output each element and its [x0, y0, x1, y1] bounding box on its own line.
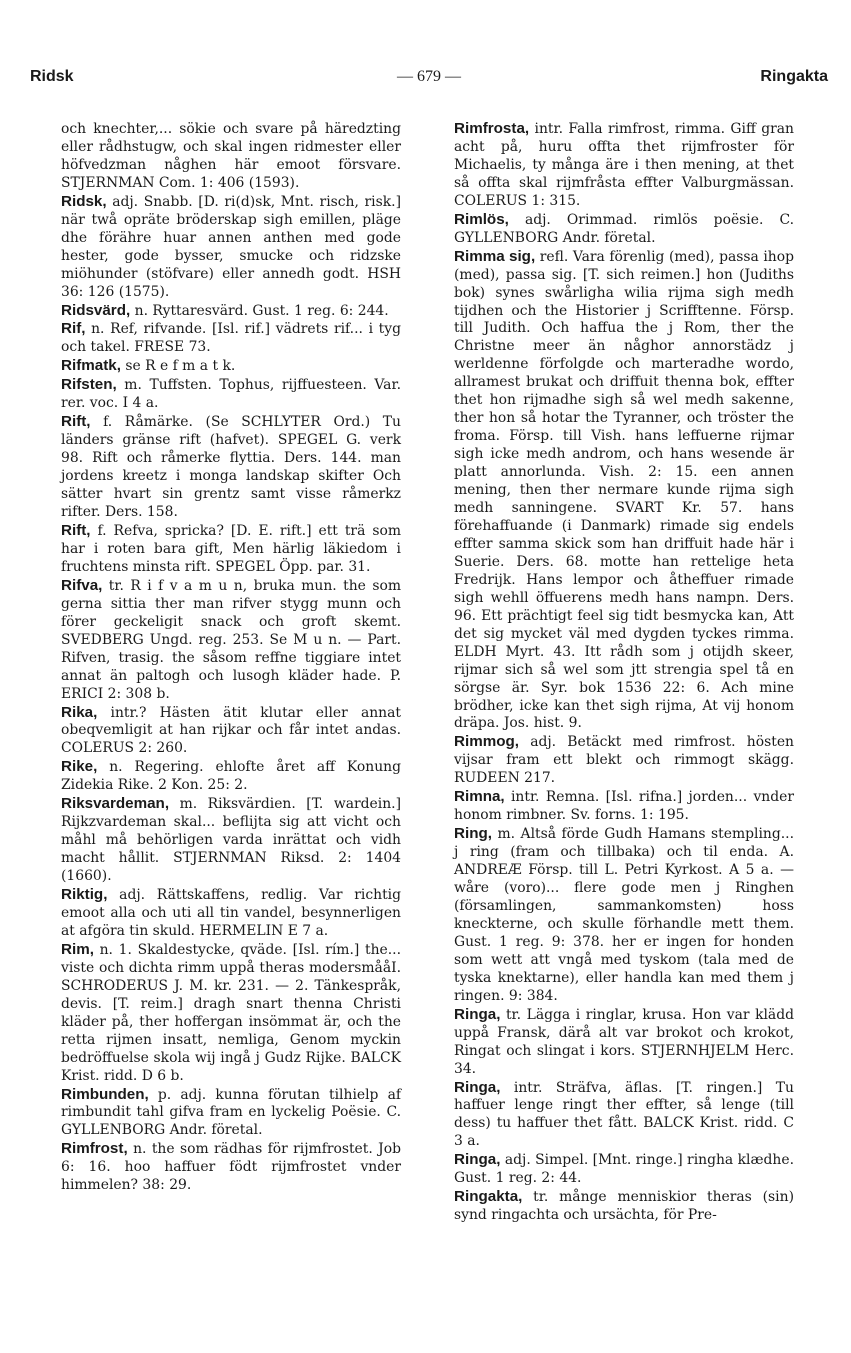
dictionary-entry: Rimmog, adj. Betäckt med rimfrost. hösten vijsar fram ett blekt och rimmogt skägg. RUDEEN 217. — [454, 733, 794, 787]
page-number: — 679 — — [397, 68, 461, 85]
dictionary-entry: Rimma sig, refl. Vara förenlig (med), passa ihop (med), passa sig. [T. sich reimen.] hon (Judiths bok) synes swårligha wilia rijma sigh medh tijdhen och the Historier j Scrifftenne. Försp. till Judith. Och haffua the j Rom, ther the Christne meer än någhor annorstädz j werldenne förfolgde och marteradhe wordo, allramest brukat och driffuit thenna bok, effter thet hon rijmadhe sigh så wel medh sakenne, ther hon så hotar the Tyranner, och tröster the froma. Försp. till Vish. hans leffuerne rijmar sigh icke medh androm, och hans wesende är platt annorlunda. Vish. 2: 15. een annen mening, then ther nermare kunde rijma sigh medh sanningene. SVART Kr. 57. hans förehaffuande (i Danmark) rimade sig endels effter samma skick som han driffuit hade här i Suerie. Ders. 68. motte han rettelige heta Fredrijk. Hans lempor och åtheffuer rimade sigh wehll öffuerens medh hans nampn. Ders. 96. Ett prächtigt feel sig tidt besmycka kan, Att det sig mycket väl med dygden tyckes rimma. ELDH Myrt. 43. Itt rådh som j otijdh skeer, rijmar sich så wel som jtt strengia spel tå en sörgse är. Syr. bok 1536 22: 6. Ach mine brödher, icke kan thet sigh rijma, At vij honom dräpa. Jos. hist. 9. — [454, 247, 794, 732]
dictionary-entry: och knechter,... sökie och svare på häredzting eller rådhstugw, och skal ingen ridmester eller höfvedzman någhen här emoot försvare. STJERNMAN Com. 1: 406 (1593). — [61, 121, 401, 191]
dictionary-entry: Rift, f. Refva, spricka? [D. E. rift.] ett trä som har i roten bara gift, Men härlig läkiedom i fruchtens minsta rift. SPEGEL Öpp. par. 31. — [61, 521, 401, 575]
dictionary-entry: Rimbunden, p. adj. kunna förutan tilhielp af rimbundit tahl gifva fram en lyckelig Poësie. C. GYLLENBORG Andr. företal. — [61, 1085, 401, 1139]
dictionary-entry: Rifmatk, se R e f m a t k. — [61, 357, 236, 375]
page-header — [30, 68, 828, 94]
dictionary-entry: Ridsk, adj. Snabb. [D. ri(d)sk, Mnt. risch, risk.] när twå opräte bröderskap sigh emillen, pläge dhe förähre huar annen anthen med gode hester, gode bysser, smucke och ridzske miöhunder (stöfvare) eller annedh godt. HSH 36: 126 (1575). — [61, 192, 401, 300]
dictionary-entry: Ring, m. Altså förde Gudh Hamans stempling... j ring (fram och tillbaka) och til enda. A. ANDREÆ Försp. till L. Petri Kyrkost. A 5 a. — wåre (voro)... flere gode men j Ringhen (församlingen, sammankomsten) hoss kneckterne, och skulle förhandle mett them. Gust. 1 reg. 9: 378. her er ingen for honden som wett att vngå med tyskom (tala med de tyska knektarne), eller handla kan med them j ringen. 9: 384. — [454, 825, 794, 1004]
dictionary-entry: Riksvardeman, m. Riksvärdien. [T. wardein.] Rijkzvardeman skal... beflijta sig att vicht och måhl må behörligen varda inrättat och vidh macht hållit. STJERNMAN Riksd. 2: 1404 (1660). — [61, 795, 401, 885]
dictionary-entry: Rimfrosta, intr. Falla rimfrost, rimma. Giff gran acht på, huru offta thet rijmfroster för Michaelis, ty många äre i then mening, at thet så offta skal rijmfråsta effter Valburgmässan. COLERUS 1: 315. — [454, 120, 794, 209]
dictionary-entry: Ringa, intr. Sträfva, äflas. [T. ringen.] Tu haffuer lenge ringt ther effter, så lenge (till dess) tu haffuer thet fått. BALCK Krist. ridd. C 3 a. — [454, 1078, 794, 1150]
dictionary-entry: Ringa, adj. Simpel. [Mnt. ringe.] ringha klædhe. Gust. 1 reg. 2: 44. — [454, 1151, 795, 1187]
dictionary-entry: Rimna, intr. Remna. [Isl. rifna.] jorden... vnder honom rimbner. Sv. forns. 1: 195. — [454, 788, 794, 824]
dictionary-entry: Rifsten, m. Tuffsten. Tophus, rijffuesteen. Var. rer. voc. I 4 a. — [61, 376, 401, 412]
dictionary-entry: Ridsvärd, n. Ryttaresvärd. Gust. 1 reg. 6: 244. — [61, 301, 389, 319]
dictionary-entry: Riktig, adj. Rättskaffens, redlig. Var richtig emoot alla och uti all tin vandel, besynnerligen at afgöra tin skuld. HERMELIN E 7 a. — [61, 886, 401, 939]
dictionary-entry: Ringakta, tr. månge menniskior theras (sin) synd ringachta och ursächta, för Pre- — [454, 1188, 794, 1224]
left-column — [61, 120, 401, 1195]
dictionary-entry: Rif, n. Ref, rifvande. [Isl. rif.] vädrets rif... i tyg och takel. FRESE 73. — [61, 320, 401, 356]
header-right-headword: Ringakta — [760, 68, 828, 85]
dictionary-entry: Rifva, tr. R i f v a m u n, bruka mun. the som gerna sittia ther man rifver stygg munn och förer geckeligit snack och groft skemt. SVEDBERG Ungd. reg. 253. Se M u n. — Part. Rifven, trasig. the såsom reffne tiggiare intet annat än paltogh och lusogh kläder hade. P. ERICI 2: 308 b. — [61, 576, 401, 702]
dictionary-entry: Rim, n. 1. Skaldestycke, qväde. [Isl. rím.] the... viste och dichta rimm uppå theras modersmååI. SCHRODERUS J. M. kr. 231. — 2. Tänkespråk, devis. [T. reim.] dragh snart thenna Christi kläder på, ther hoffergan insömmat är, och the retta rijmen insatt, nemliga, Genom myckin bedröffuelse skola wij ingå j Gudz Rijke. BALCK Krist. ridd. D 6 b. — [61, 940, 401, 1084]
dictionary-entry: Rika, intr.? Hästen ätit klutar eller annat obeqvemligit at han rijkar och får intet andas. COLERUS 2: 260. — [61, 703, 401, 757]
dictionary-entry: Rimfrost, n. the som rädhas för rijmfrostet. Job 6: 16. hoo haffuer födt rijmfrostet vnder himmelen? 38: 29. — [61, 1140, 401, 1194]
dictionary-entry: Rift, f. Råmärke. (Se SCHLYTER Ord.) Tu länders gränse rift (hafvet). SPEGEL G. verk 98. Rift och råmerke flyttia. Ders. 144. man jordens kreetz i monga landskap skifter Och sätter hvart sin grentz samt visse råmerkz rifter. Ders. 158. — [61, 413, 401, 521]
header-left-headword: Ridsk — [30, 68, 74, 85]
dictionary-entry: Ringa, tr. Lägga i ringlar, krusa. Hon var klädd uppå Fransk, därå alt var brokot och krokot, Ringat och slingat i kors. STJERNHJELM Herc. 34. — [454, 1005, 794, 1077]
right-column — [454, 120, 794, 1225]
dictionary-entry: Rike, n. Regering. ehlofte året aff Konung Zidekia Rike. 2 Kon. 25: 2. — [61, 758, 401, 794]
dictionary-entry: Rimlös, adj. Orimmad. rimlös poësie. C. GYLLENBORG Andr. företal. — [454, 210, 794, 246]
